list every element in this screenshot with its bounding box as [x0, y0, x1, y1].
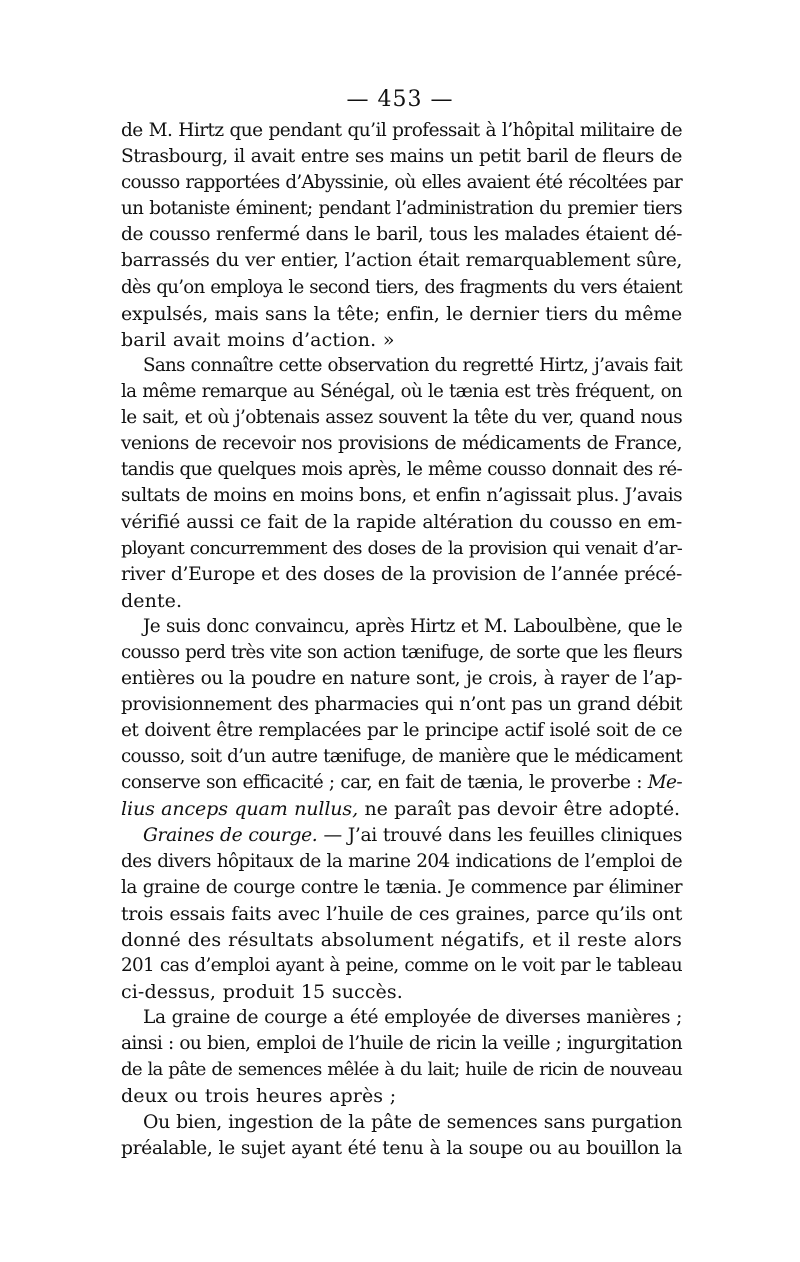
paragraph-3	[121, 614, 682, 823]
text-line: dente.	[121, 589, 183, 612]
text-line: préalable, le sujet ayant été tenu à la soupe ou au bouillon la	[121, 1137, 682, 1159]
text-line: vérifié aussi ce fait de la rapide altération du cousso en em-	[121, 511, 682, 534]
text-line: cousso perd très vite son action tænifuge, de sorte que les fleurs	[121, 641, 682, 663]
body-text	[121, 118, 682, 1162]
paragraph-6	[121, 1110, 682, 1162]
text-line: la graine de courge contre le tænia. Je commence par éliminer	[121, 876, 682, 898]
text-line: Strasbourg, il avait entre ses mains un petit baril de fleurs de	[121, 146, 682, 168]
text-segment: — J’ai trouvé dans les feuilles cliniques	[323, 824, 683, 846]
text-line: de la pâte de semences mêlée à du lait; huile de ricin de nouveau	[121, 1059, 682, 1081]
text-line: ployant concurremment des doses de la provision qui venait d’ar-	[121, 537, 682, 559]
text-line: river d’Europe et des doses de la provision de l’année précé-	[121, 563, 682, 585]
text-line: des divers hôpitaux de la marine 204 indications de l’emploi de	[121, 850, 682, 872]
text-line: donné des résultats absolument négatifs, et il reste alors	[121, 928, 682, 951]
section-heading: Graines de courge.	[143, 824, 318, 846]
latin-phrase: Me-	[647, 772, 682, 794]
text-line: un botaniste éminent; pendant l’administration du premier tiers	[121, 198, 682, 220]
text-line	[121, 770, 682, 796]
text-line: barrassés du ver entier, l’action était remarquablement sûre,	[121, 250, 682, 272]
text-line: cousso, soit d’un autre tænifuge, de manière que le médicament	[121, 746, 682, 768]
text-line: de cousso renfermé dans le baril, tous les malades étaient dé-	[121, 224, 682, 246]
text-line: dès qu’on employa le second tiers, des fragments du vers étaient	[121, 276, 682, 298]
paragraph-2	[121, 353, 682, 614]
text-line	[121, 796, 682, 822]
paragraph-5	[121, 1005, 682, 1109]
text-line: 201 cas d’emploi ayant à peine, comme on le voit par le tableau	[121, 955, 682, 976]
text-line: tandis que quelques mois après, le même cousso donnait des ré-	[121, 459, 682, 481]
text-line: ainsi : ou bien, emploi de l’huile de ricin la veille ; ingurgitation	[121, 1033, 682, 1055]
text-line: la même remarque au Sénégal, où le tænia est très fréquent, on	[121, 380, 682, 402]
text-line	[121, 823, 682, 849]
text-line: expulsés, mais sans la tête; enfin, le dernier tiers du même	[121, 302, 682, 325]
text-line: et doivent être remplacées par le principe actif isolé soit de ce	[121, 720, 682, 742]
text-line: provisionnement des pharmacies qui n’ont pas un grand débit	[121, 694, 682, 716]
text-line: Sans connaître cette observation du regretté Hirtz, j’avais fait	[143, 354, 682, 376]
text-line: baril avait moins d’action. »	[121, 328, 395, 351]
text-line: sultats de moins en moins bons, et enfin n’agissait plus. J’avais	[121, 485, 682, 507]
text-line: venions de recevoir nos provisions de médicaments de France,	[121, 433, 682, 455]
paragraph-4	[121, 823, 682, 1006]
page-number: — 453 —	[346, 87, 454, 112]
text-line: de M. Hirtz que pendant qu’il professait à l’hôpital militaire de	[121, 120, 682, 141]
paragraph-1	[121, 118, 682, 353]
text-segment: conserve son efficacité ; car, en fait de tænia, le proverbe :	[121, 772, 642, 794]
text-line: le sait, et où j’obtenais assez souvent la tête du ver, quand nous	[121, 407, 682, 429]
text-segment: ne paraît pas devoir être adopté.	[364, 798, 680, 821]
text-line: Ou bien, ingestion de la pâte de semences sans purgation	[143, 1111, 683, 1133]
latin-phrase: lius anceps quam nullus,	[121, 798, 358, 821]
text-line: Je suis donc convaincu, après Hirtz et M. Laboulbène, que le	[143, 615, 682, 637]
text-line: ci-dessus, produit 15 succès.	[121, 981, 403, 1004]
text-line: entières ou la poudre en nature sont, je crois, à rayer de l’ap-	[121, 667, 682, 689]
text-line: cousso rapportées d’Abyssinie, où elles avaient été récoltées par	[121, 172, 682, 194]
text-line: trois essais faits avec l’huile de ces graines, parce qu’ils ont	[121, 902, 682, 925]
text-line: deux ou trois heures après ;	[121, 1085, 397, 1108]
text-line: La graine de courge a été employée de diverses manières ;	[143, 1007, 682, 1029]
